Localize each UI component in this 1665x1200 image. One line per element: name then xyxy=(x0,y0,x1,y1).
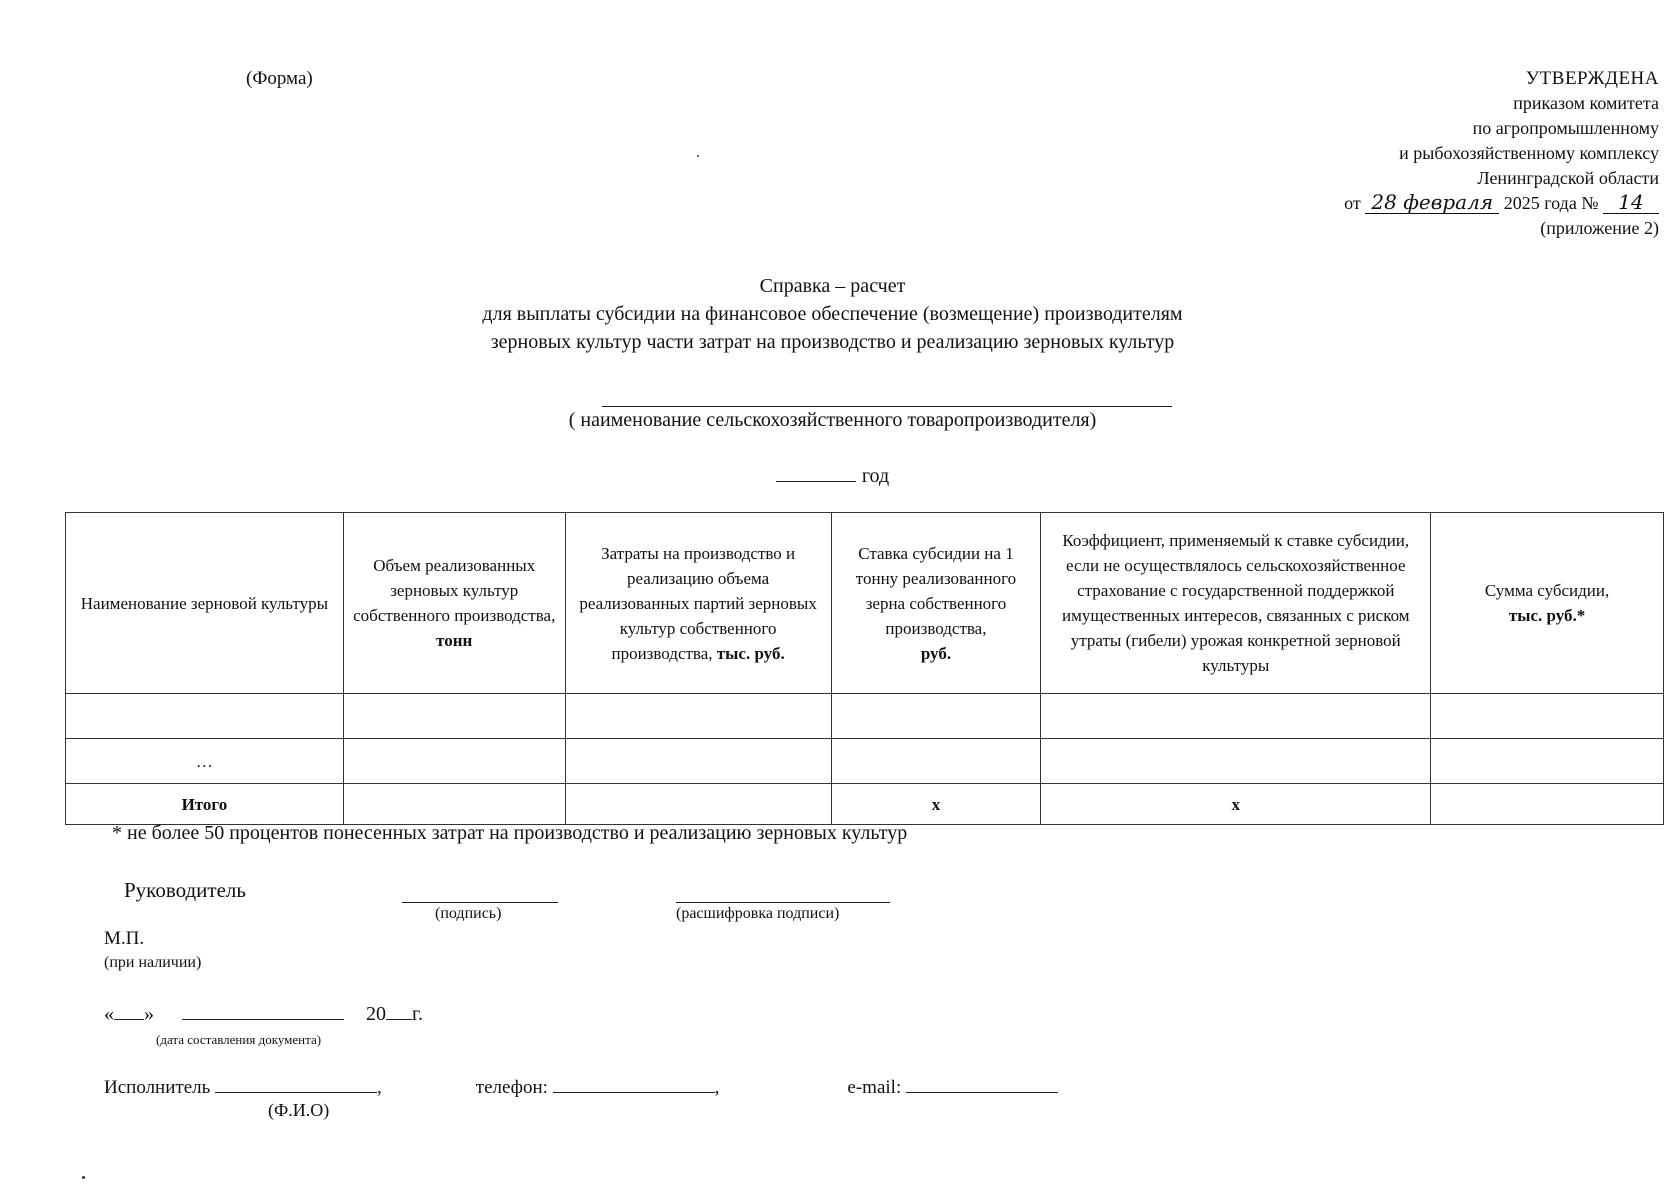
header-rate: Ставка субсидии на 1 тонну реализованного зерна собственного производства, руб. xyxy=(831,513,1041,694)
table-cell[interactable] xyxy=(565,694,831,739)
approval-line-4: Ленинградской области xyxy=(1477,168,1659,188)
total-volume[interactable] xyxy=(343,784,565,825)
table-header-row xyxy=(66,513,1664,694)
signature-caption: (подпись) xyxy=(435,905,502,922)
approval-line-2: по агропромышленному xyxy=(1472,118,1659,138)
title-line-2: для выплаты субсидии на финансовое обеспечение (возмещение) производителям xyxy=(482,303,1183,325)
phone-label: телефон: xyxy=(475,1077,548,1098)
header-crop-name: Наименование зерновой культуры xyxy=(66,513,344,694)
form-label: (Форма) xyxy=(246,68,313,89)
header-volume: Объем реализованных зерновых культур собственного производства, тонн xyxy=(343,513,565,694)
date-open-quote: « xyxy=(104,1003,114,1025)
approval-block xyxy=(1239,66,1659,241)
executor-name-blank[interactable] xyxy=(215,1092,377,1093)
table-cell[interactable] xyxy=(343,739,565,784)
table-cell[interactable] xyxy=(1431,694,1664,739)
phone-blank[interactable] xyxy=(553,1092,715,1093)
approval-line-1: приказом комитета xyxy=(1513,93,1659,113)
total-subsidy[interactable] xyxy=(1431,784,1664,825)
total-rate: х xyxy=(831,784,1041,825)
year-label: год xyxy=(861,465,890,487)
year-blank xyxy=(776,481,856,482)
date-month-blank[interactable] xyxy=(182,1019,344,1020)
seal-label: М.П. xyxy=(104,928,145,949)
total-costs[interactable] xyxy=(565,784,831,825)
approval-title: УТВЕРЖДЕНА xyxy=(1525,68,1659,89)
order-year-text: 2025 года № xyxy=(1503,193,1599,213)
producer-name-line xyxy=(602,406,1172,407)
footnote: * не более 50 процентов понесенных затрат на производство и реализацию зерновых культур xyxy=(112,822,908,844)
date-year-blank[interactable] xyxy=(386,1019,412,1020)
table-row xyxy=(66,739,1664,784)
date-day-blank[interactable] xyxy=(114,1019,144,1020)
table-total-row xyxy=(66,784,1664,825)
order-from-prefix: от xyxy=(1344,193,1361,213)
date-line xyxy=(104,1003,423,1026)
date-year-suffix: г. xyxy=(412,1003,423,1025)
approval-appendix: (приложение 2) xyxy=(1540,218,1659,238)
scan-speck xyxy=(82,1176,85,1179)
table-cell[interactable] xyxy=(1041,739,1431,784)
year-line xyxy=(0,465,1665,488)
order-date-handwritten: 28 февраля xyxy=(1365,191,1499,214)
executor-line: Исполнитель , телефон: , e-mail: xyxy=(104,1077,1058,1099)
document-title xyxy=(0,272,1665,356)
email-blank[interactable] xyxy=(906,1092,1058,1093)
subsidy-table xyxy=(65,512,1664,825)
signature-decoding-line[interactable] xyxy=(676,902,890,903)
table-cell[interactable] xyxy=(565,739,831,784)
order-number-handwritten: 14 xyxy=(1603,191,1659,214)
table-cell[interactable]: … xyxy=(66,739,344,784)
header-coefficient: Коэффициент, применяемый к ставке субсидии, если не осуществлялось сельскохозяйственное страхование с государственной поддержкой имущественных интересов, связанных с риском утраты (гибели) урожая конкретной зерновой культуры xyxy=(1041,513,1431,694)
table-cell[interactable] xyxy=(831,739,1041,784)
table-row xyxy=(66,694,1664,739)
date-caption: (дата составления документа) xyxy=(156,1032,322,1047)
seal-note: (при наличии) xyxy=(104,954,202,971)
header-costs: Затраты на производство и реализацию объема реализованных партий зерновых культур собственного производства, тыс. руб. xyxy=(565,513,831,694)
producer-caption: ( наименование сельскохозяйственного товаропроизводителя) xyxy=(568,409,1097,431)
table-cell[interactable] xyxy=(831,694,1041,739)
table-cell[interactable] xyxy=(1431,739,1664,784)
decoding-caption: (расшифровка подписи) xyxy=(676,905,840,922)
date-close-quote: » xyxy=(144,1003,154,1025)
title-line-1: Справка – расчет xyxy=(759,275,906,297)
total-coefficient: х xyxy=(1041,784,1431,825)
table-cell[interactable] xyxy=(1041,694,1431,739)
date-century: 20 xyxy=(366,1003,386,1025)
email-label: e-mail: xyxy=(847,1077,902,1098)
approval-line-3: и рыбохозяйственному комплексу xyxy=(1399,143,1659,163)
table-cell[interactable] xyxy=(343,694,565,739)
scan-speck xyxy=(697,155,699,157)
header-subsidy-sum: Сумма субсидии, тыс. руб.* xyxy=(1431,513,1664,694)
total-label: Итого xyxy=(66,784,344,825)
order-line xyxy=(1239,191,1659,216)
signature-line[interactable] xyxy=(402,902,558,903)
head-label: Руководитель xyxy=(124,878,246,902)
executor-label: Исполнитель xyxy=(104,1077,211,1098)
table-cell[interactable] xyxy=(66,694,344,739)
title-line-3: зерновых культур части затрат на производство и реализацию зерновых культур xyxy=(490,331,1175,353)
executor-caption: (Ф.И.О) xyxy=(268,1100,330,1120)
